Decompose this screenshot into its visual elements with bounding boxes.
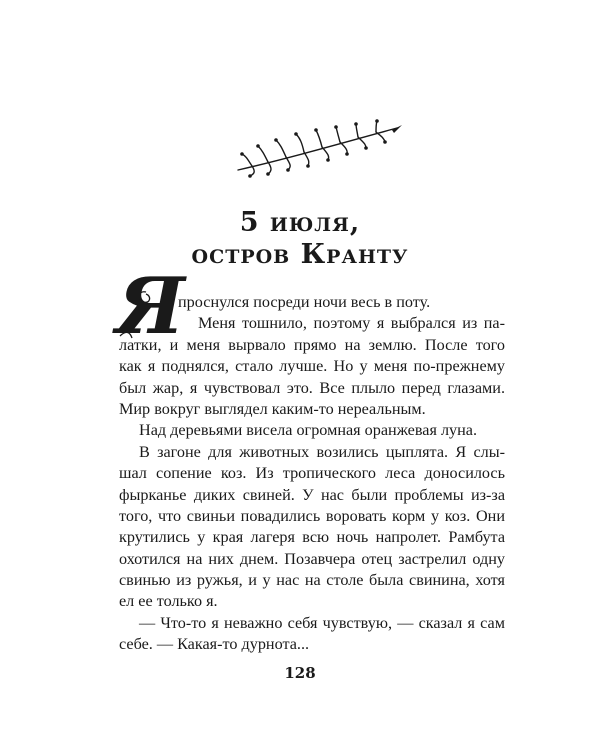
text-line: себе. — Какая-то дурнота...: [119, 635, 310, 654]
page-number: 128: [284, 664, 316, 682]
text-line: проснулся посреди ночи весь в поту.: [178, 293, 431, 311]
text-line: Мир вокруг выглядел каким-то нереальным.: [119, 399, 426, 418]
text-line: латки, и меня вырвало прямо на землю. После того: [119, 335, 505, 354]
drop-cap-flourish-icon: [116, 270, 178, 342]
text-line: свинью из ружья, и у нас на столе была свинина, хотя: [119, 571, 505, 590]
paragraph-2: [119, 335, 505, 656]
text-line: крутились у края лагеря всю ночь напролет. Рамбута: [119, 528, 505, 547]
text-line: был жар, я чувствовал это. Все плыло перед глазами.: [119, 378, 505, 397]
text-line: как я поднялся, стало лучше. Но у меня по-прежнему: [119, 357, 505, 376]
text-line: фырканье диких свиней. У нас были проблемы из-за: [119, 485, 505, 504]
drop-cap-letter: Я: [116, 261, 185, 352]
text-line: В загоне для животных возились цыплята. Я слы-: [139, 442, 505, 461]
text-line: Меня тошнило, поэтому я выбрался из па-: [198, 314, 505, 333]
text-line: охотился на них днем. Позавчера отец застрелил одну: [119, 549, 505, 568]
text-line: Над деревьями висела огромная оранжевая луна.: [139, 421, 478, 440]
text-line: шал сопение коз. Из тропического леса доносилось: [119, 464, 505, 483]
text-line: — Что-то я неважно себя чувствую, — сказал я сам: [139, 613, 505, 632]
fern-branch-ornament-icon: [232, 116, 402, 178]
chapter-title-date: 5 июля,: [239, 207, 361, 238]
paragraph-1: [178, 292, 505, 335]
chapter-title-place: остров Кранту: [191, 239, 409, 270]
text-line: ел ее только я.: [119, 592, 218, 611]
text-line: того, что свиньи повадились воровать корм у коз. Они: [119, 506, 505, 525]
